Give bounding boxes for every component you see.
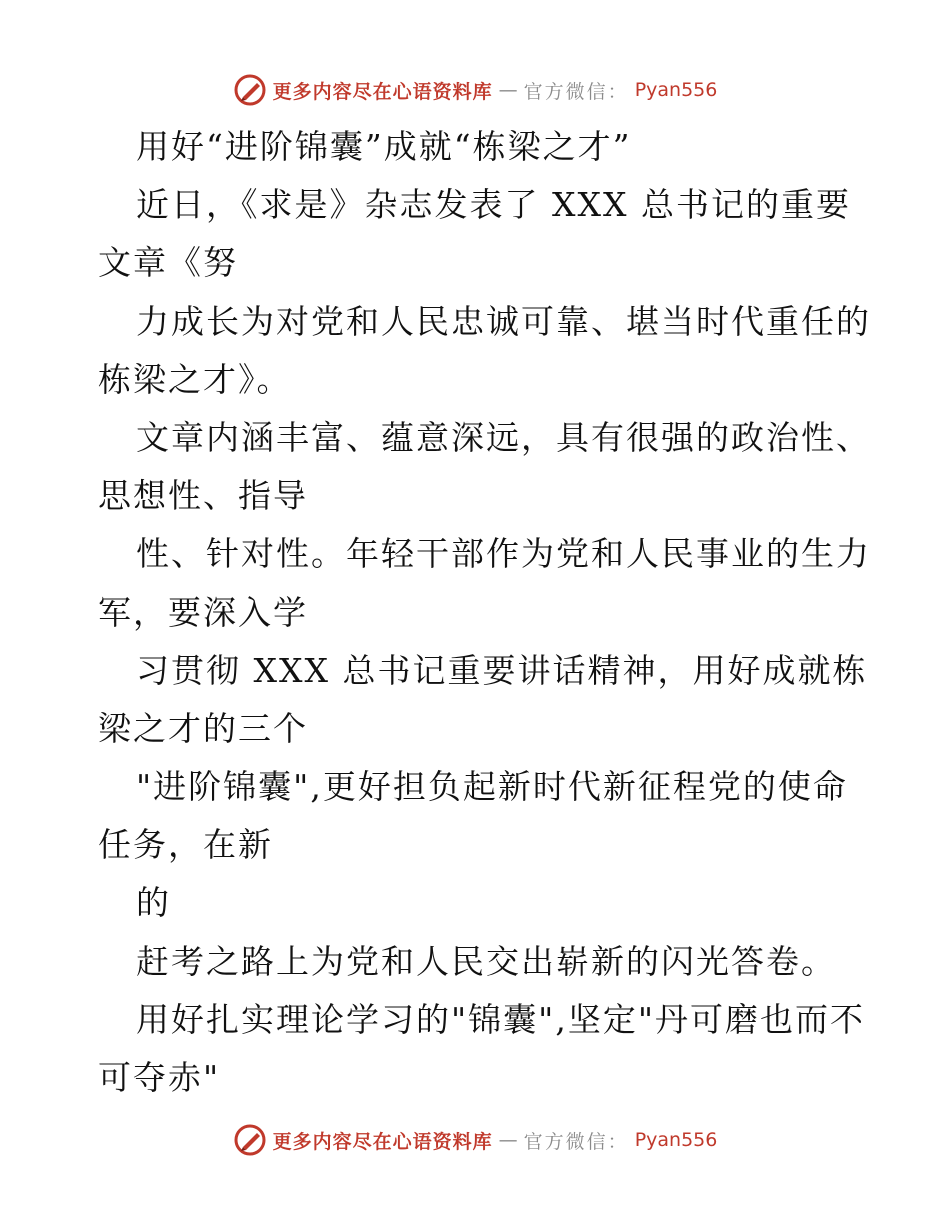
doc-line: 赶考之路上为党和人民交出崭新的闪光答卷。: [136, 941, 836, 981]
doc-line: 近日，《求是》杂志发表了 XXX 总书记的重要: [136, 185, 851, 225]
doc-line: 文章《努: [98, 243, 238, 283]
pen-logo-icon: [233, 73, 267, 107]
doc-line: 性、针对性。年轻干部作为党和人民事业的生力: [136, 534, 871, 574]
doc-line: 可夺赤": [98, 1058, 221, 1097]
watermark-header: [0, 70, 950, 110]
doc-line: "进阶锦囊",更好担负起新时代新征程党的使命: [136, 767, 848, 807]
watermark-dash: —: [498, 79, 518, 101]
doc-title: 用好“进阶锦囊”成就“栋梁之才”: [136, 127, 632, 166]
watermark-wechat-id: Pyan556: [634, 79, 718, 101]
watermark-site-name: 更多内容尽在心语资料库: [272, 1130, 493, 1153]
doc-line: 栋梁之才》。: [98, 359, 292, 399]
doc-line: 军，要深入学: [98, 592, 308, 632]
watermark-wechat-id: Pyan556: [634, 1129, 718, 1151]
watermark-wechat-label: 官方微信：: [523, 1130, 629, 1153]
doc-line: 的: [136, 883, 171, 923]
pen-logo-icon: [233, 1123, 267, 1157]
doc-line: 习贯彻 XXX 总书记重要讲话精神，用好成就栋: [136, 650, 868, 690]
watermark-footer: [0, 1120, 950, 1160]
watermark-dash: —: [498, 1129, 518, 1151]
watermark-wechat-label: 官方微信：: [523, 80, 629, 103]
document-body: [98, 118, 871, 1107]
doc-line: 思想性、指导: [98, 476, 308, 516]
doc-line: 文章内涵丰富、蕴意深远，具有很强的政治性、: [136, 417, 871, 457]
doc-line: 用好扎实理论学习的"锦囊",坚定"丹可磨也而不: [136, 999, 866, 1039]
doc-line: 力成长为对党和人民忠诚可靠、堪当时代重任的: [136, 301, 871, 341]
watermark-site-name: 更多内容尽在心语资料库: [272, 80, 493, 103]
doc-line: 任务，在新: [98, 825, 273, 865]
doc-line: 梁之才的三个: [98, 708, 308, 748]
